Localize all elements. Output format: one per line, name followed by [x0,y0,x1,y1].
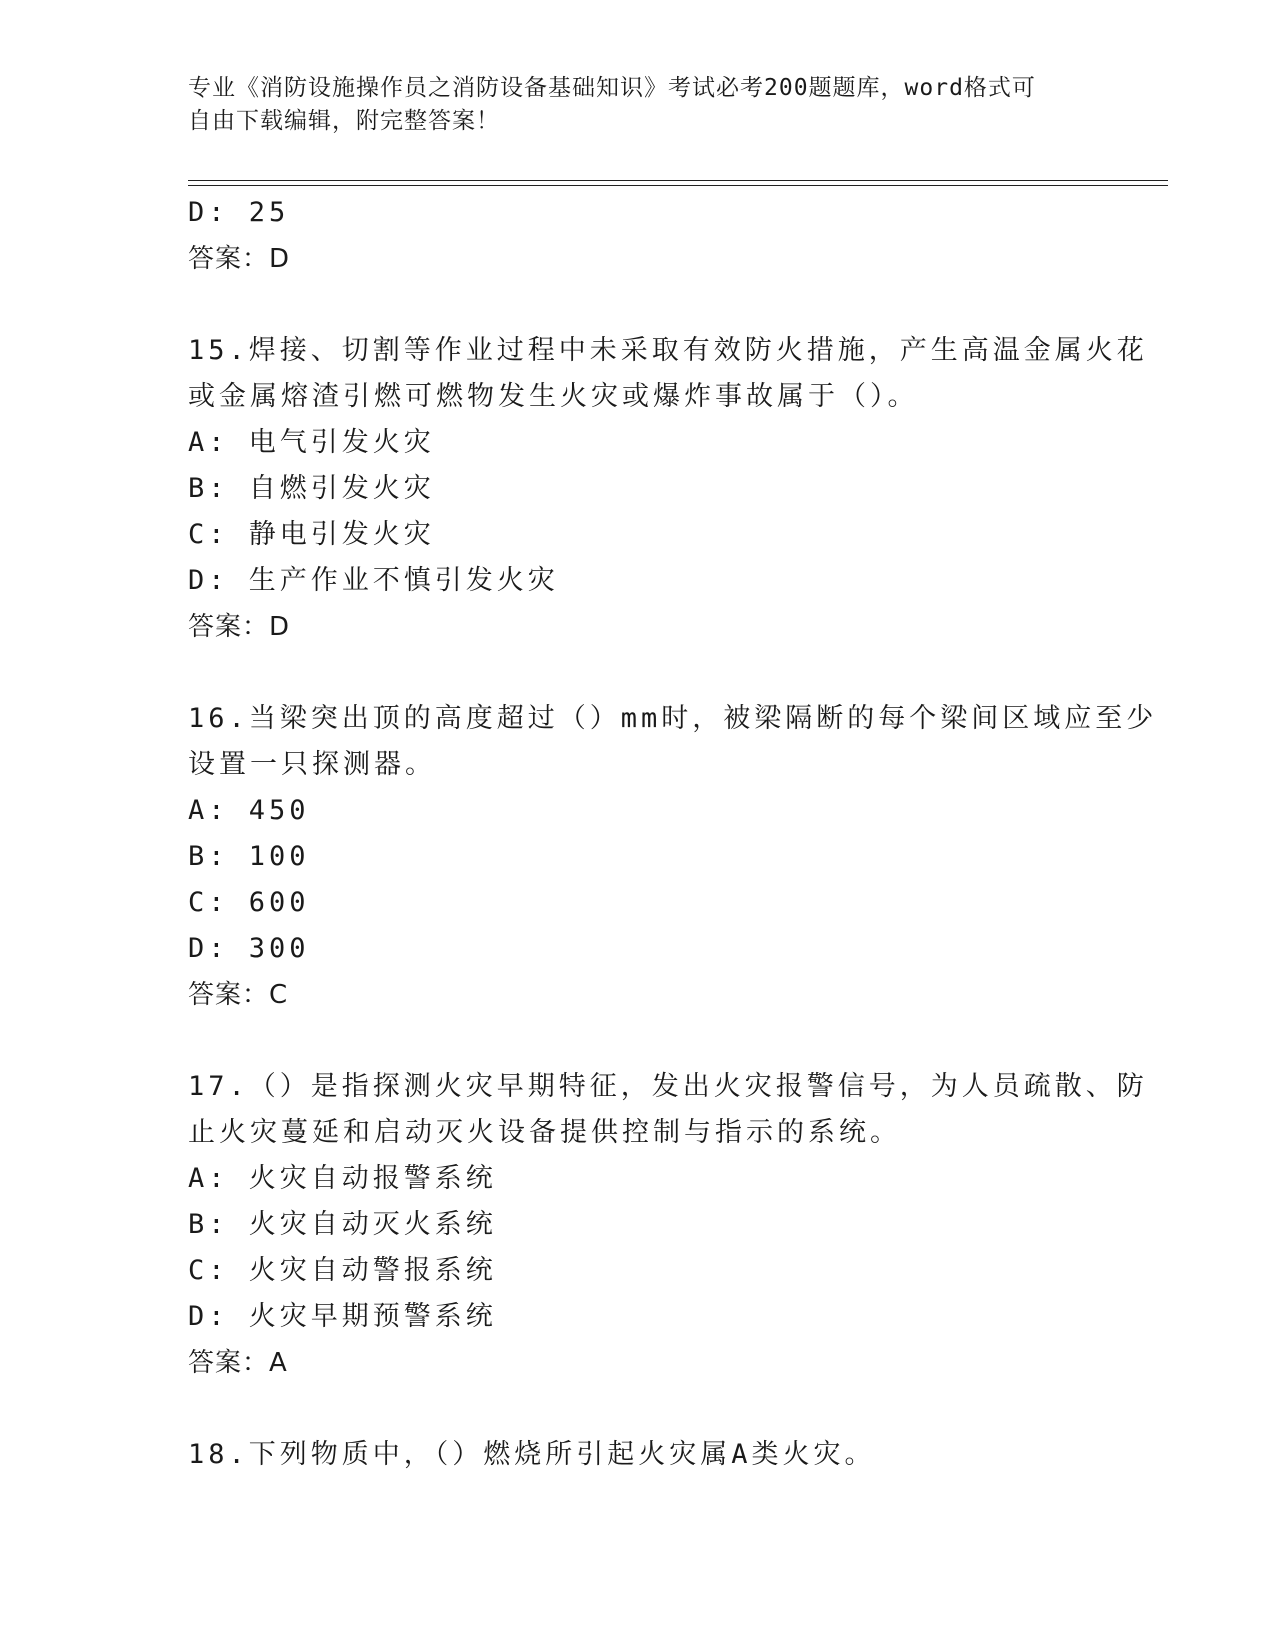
question-stem-line-2: 设置一只探测器。 [188,749,436,780]
option-d: D: 生产作业不慎引发火灾 [188,565,559,596]
answer-line: 答案：C [188,980,289,1010]
option-a: A: 电气引发火灾 [188,427,435,458]
question-15 [188,328,1148,650]
option-b: B: 100 [188,841,310,872]
question-17 [188,1064,1148,1386]
option-c: C: 600 [188,887,310,918]
question-14-tail [188,190,1088,282]
header-divider-bottom [188,185,1168,186]
spacer [188,650,1088,696]
spacer [188,1018,1088,1064]
question-16 [188,696,1158,1018]
header-title-line-2: 自由下载编辑，附完整答案！ [188,108,500,134]
option-a: A: 450 [188,795,310,826]
answer-line: 答案：D [188,612,291,642]
question-stem-line-1: 17.（）是指探测火灾早期特征，发出火灾报警信号，为人员疏散、防 [188,1071,1148,1102]
question-list [188,190,1158,1478]
option-a: A: 火灾自动报警系统 [188,1163,497,1194]
spacer [188,282,1088,328]
option-c: C: 火灾自动警报系统 [188,1255,497,1286]
option-d: D: 火灾早期预警系统 [188,1301,497,1332]
spacer [188,1386,1088,1432]
header-divider-top [188,180,1168,181]
question-stem-line-1: 15.焊接、切割等作业过程中未采取有效防火措施，产生高温金属火花 [188,335,1148,366]
question-stem-line-2: 止火灾蔓延和启动灭火设备提供控制与指示的系统。 [188,1117,901,1148]
option-d: D: 300 [188,933,310,964]
option-b: B: 自燃引发火灾 [188,473,435,504]
question-stem-line-1: 16.当梁突出顶的高度超过（）mm时，被梁隔断的每个梁间区域应至少 [188,703,1158,734]
header-title-line-1: 专业《消防设施操作员之消防设备基础知识》考试必考200题题库，word格式可 [188,75,1036,101]
option-c: C: 静电引发火灾 [188,519,435,550]
option-d: D: 25 [188,197,290,228]
question-stem-line-1: 18.下列物质中，（）燃烧所引起火灾属A类火灾。 [188,1439,876,1470]
answer-line: 答案：D [188,244,291,274]
question-stem-line-2: 或金属熔渣引燃可燃物发生火灾或爆炸事故属于（）。 [188,381,919,412]
document-header [188,72,1068,138]
option-b: B: 火灾自动灭火系统 [188,1209,497,1240]
answer-line: 答案：A [188,1348,288,1378]
question-18 [188,1432,1088,1478]
